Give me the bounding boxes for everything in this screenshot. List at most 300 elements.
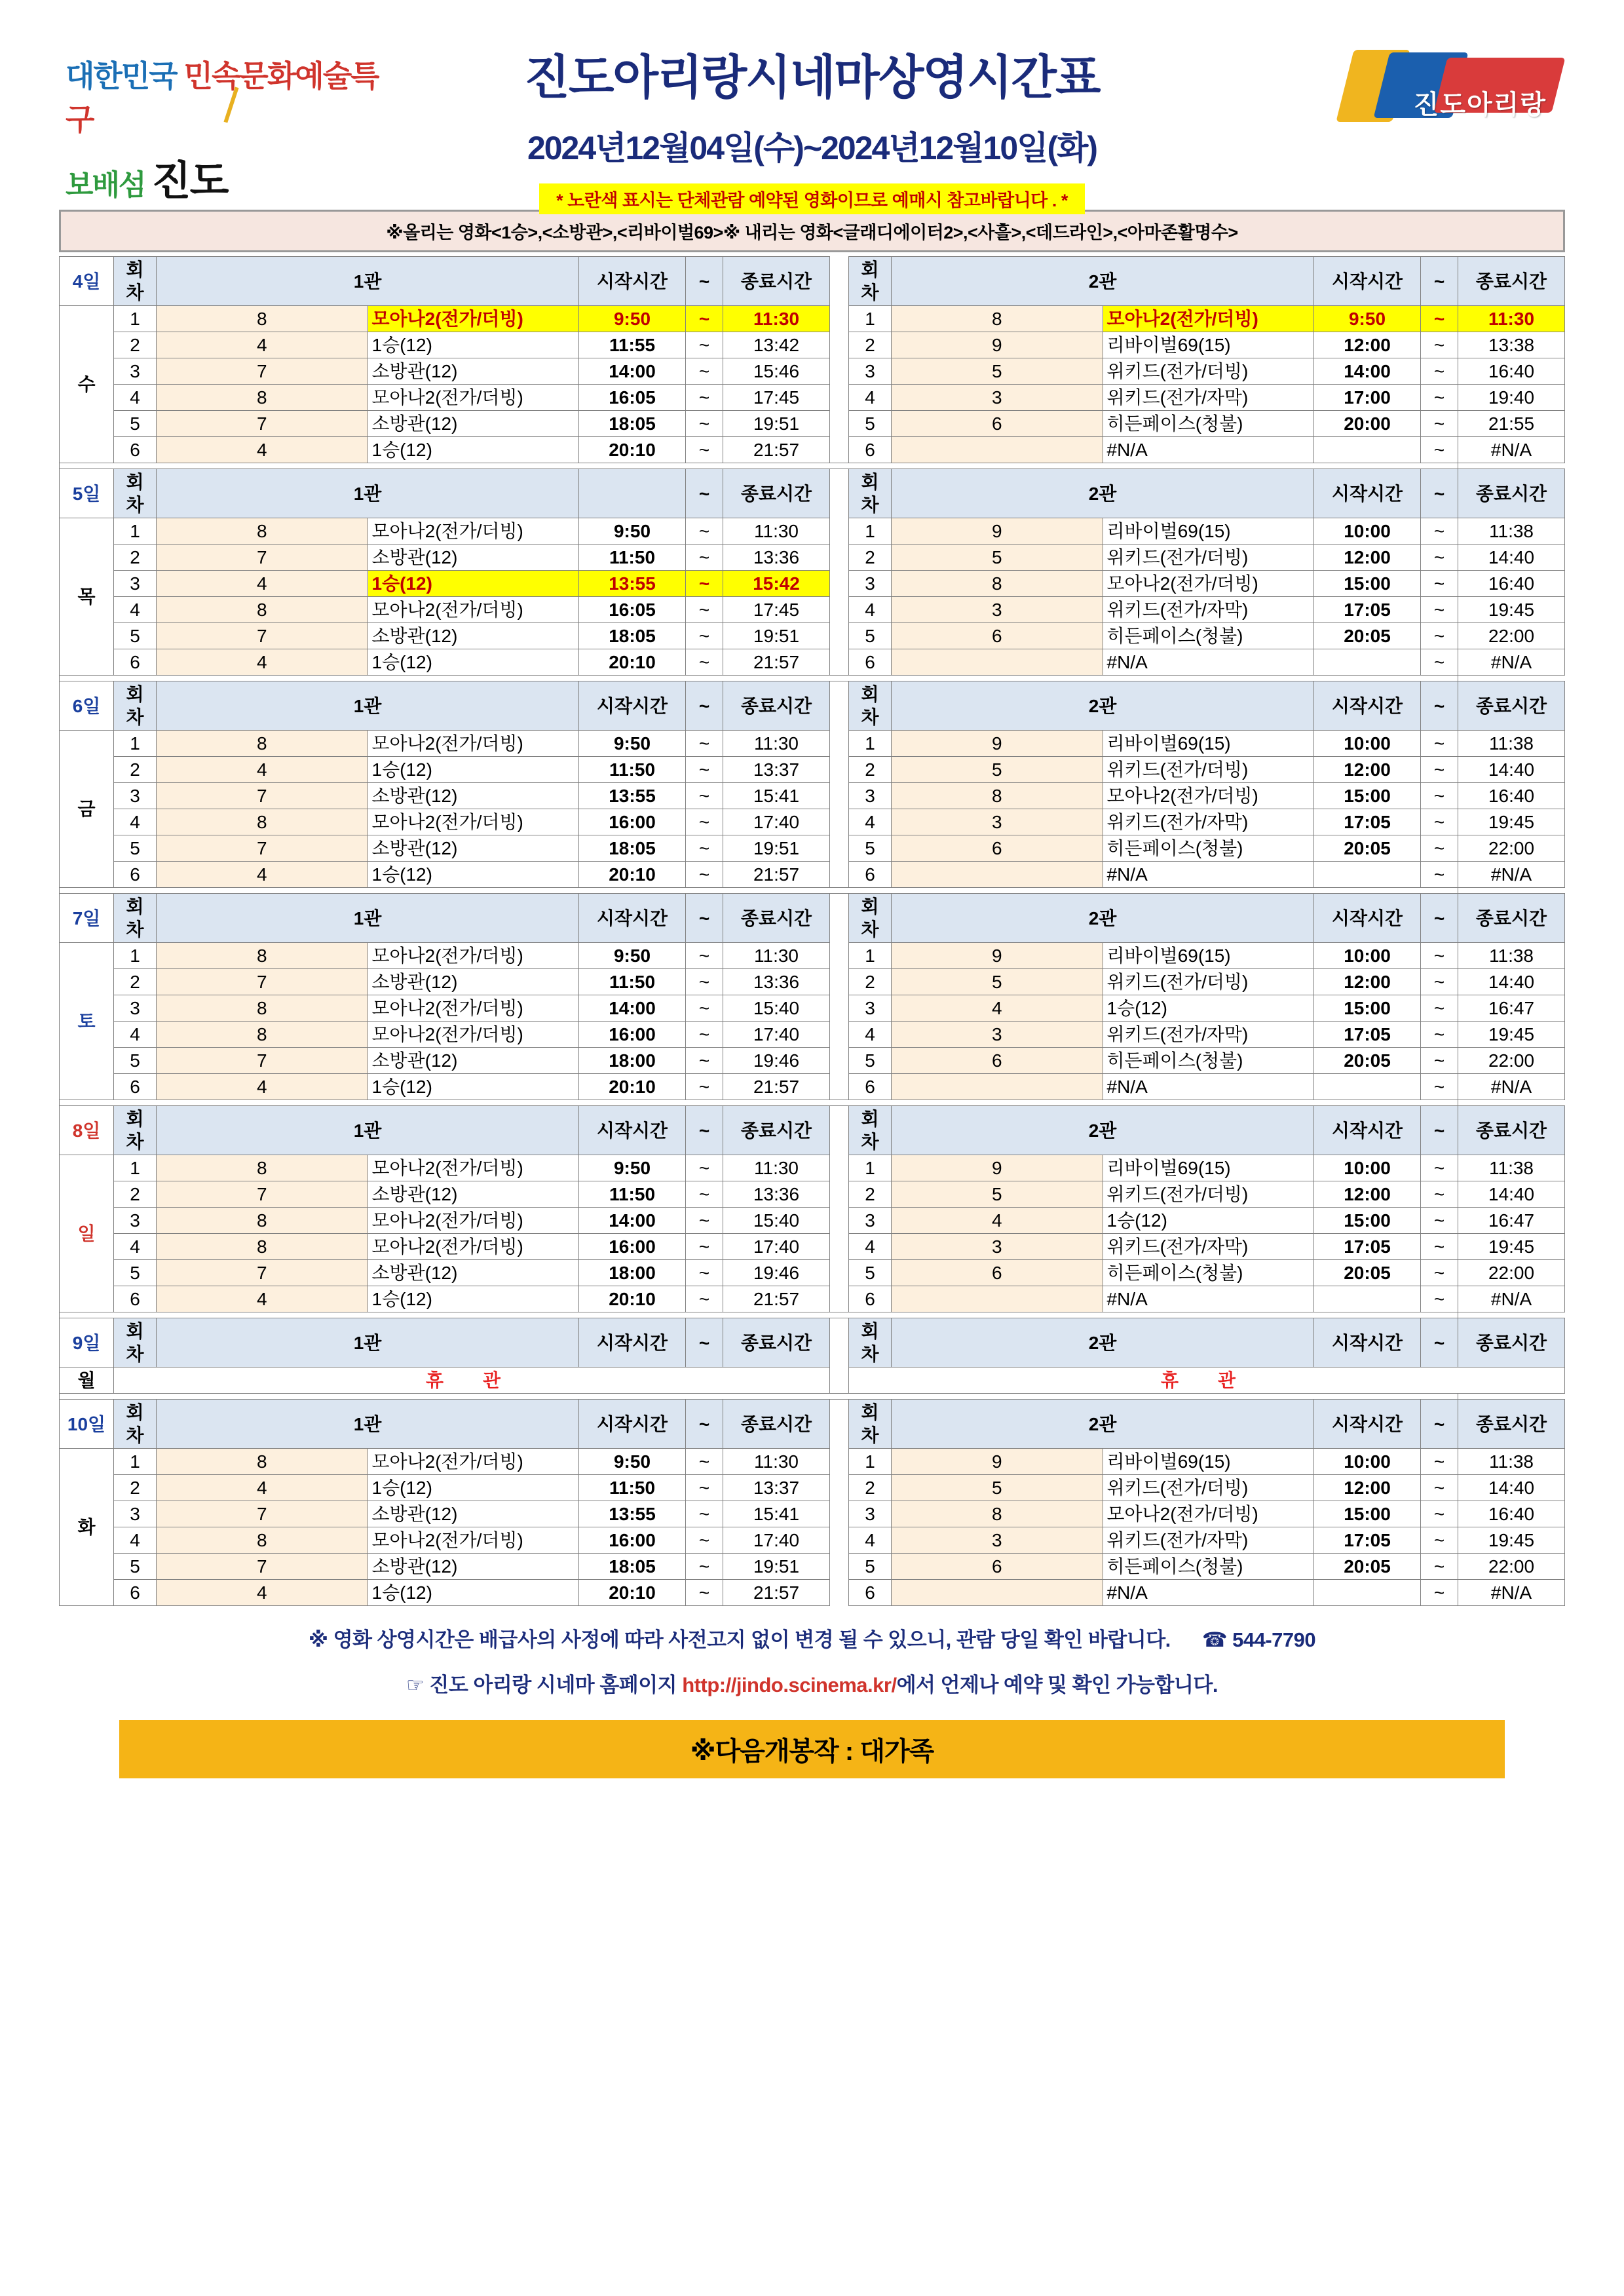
seat-count-hall2: 9 [892, 943, 1103, 969]
date-label: 7일 [60, 894, 114, 943]
start-time-hall1: 9:50 [579, 943, 686, 969]
end-time-hall1: 21:57 [723, 649, 830, 676]
column-gap [830, 1527, 849, 1554]
schedule-row [60, 411, 1565, 437]
tilde-hall2: ~ [1421, 545, 1458, 571]
header-hall2: 2관 [892, 1318, 1314, 1368]
end-time-hall2: 19:45 [1458, 809, 1565, 835]
column-gap [830, 1208, 849, 1234]
seat-count-hall1: 8 [157, 385, 368, 411]
day-header-row [60, 894, 1565, 943]
end-time-hall2: 14:40 [1458, 757, 1565, 783]
header-tilde-1: ~ [686, 1400, 723, 1449]
seat-count-hall1: 4 [157, 1286, 368, 1312]
header-round-1: 회차 [114, 1400, 157, 1449]
movie-title-hall2: 위키드(전가/자막) [1103, 385, 1314, 411]
day-header-row [60, 257, 1565, 306]
round-no-hall2: 3 [849, 1208, 892, 1234]
tilde-hall2: ~ [1421, 1554, 1458, 1580]
end-time-hall2: 19:45 [1458, 597, 1565, 623]
tilde-hall1: ~ [686, 1208, 723, 1234]
column-gap [830, 1074, 849, 1100]
seat-count-hall1: 8 [157, 306, 368, 332]
header-round-1: 회차 [114, 681, 157, 731]
end-time-hall2: 22:00 [1458, 1260, 1565, 1286]
header-start-1 [579, 469, 686, 518]
header-tilde-1: ~ [686, 469, 723, 518]
movie-title-hall2: 위키드(전가/더빙) [1103, 358, 1314, 385]
column-gap [830, 1554, 849, 1580]
tilde-hall2: ~ [1421, 623, 1458, 649]
movie-title-hall2: 위키드(전가/더빙) [1103, 1475, 1314, 1501]
end-time-hall1: 13:36 [723, 969, 830, 995]
seat-count-hall2: 4 [892, 995, 1103, 1022]
day-header-row [60, 469, 1565, 518]
column-gap [830, 1106, 849, 1155]
next-release-banner: ※다음개봉작 : 대가족 [119, 1720, 1505, 1778]
end-time-hall2: 16:40 [1458, 571, 1565, 597]
end-time-hall1: 13:42 [723, 332, 830, 358]
start-time-hall1: 16:00 [579, 1527, 686, 1554]
schedule-row [60, 1580, 1565, 1606]
schedule-row [60, 1260, 1565, 1286]
column-gap [830, 943, 849, 969]
footer-homepage-pre: ☞ 진도 아리랑 시네마 홈페이지 [406, 1674, 683, 1696]
header-tilde-2: ~ [1421, 894, 1458, 943]
end-time-hall2: 16:47 [1458, 1208, 1565, 1234]
start-time-hall1: 20:10 [579, 649, 686, 676]
column-gap [830, 469, 849, 518]
header-hall2: 2관 [892, 1106, 1314, 1155]
start-time-hall1: 18:05 [579, 411, 686, 437]
start-time-hall2: 15:00 [1314, 1501, 1421, 1527]
tilde-hall1: ~ [686, 1234, 723, 1260]
end-time-hall1: 17:40 [723, 1234, 830, 1260]
seat-count-hall2: 9 [892, 1449, 1103, 1475]
seat-count-hall1: 4 [157, 862, 368, 888]
start-time-hall1: 11:50 [579, 1181, 686, 1208]
header-hall2: 2관 [892, 257, 1314, 306]
tilde-hall1: ~ [686, 1475, 723, 1501]
tilde-hall1: ~ [686, 1501, 723, 1527]
page-title: 진도아리랑시네마상영시간표 [524, 52, 1100, 104]
end-time-hall1: 21:57 [723, 1286, 830, 1312]
round-no-hall1: 2 [114, 545, 157, 571]
round-no-hall2: 5 [849, 835, 892, 862]
end-time-hall1: 19:51 [723, 1554, 830, 1580]
header-end-1: 종료시간 [723, 469, 830, 518]
start-time-hall2: 17:05 [1314, 597, 1421, 623]
movie-title-hall2: 위키드(전가/더빙) [1103, 969, 1314, 995]
end-time-hall2: 16:40 [1458, 1501, 1565, 1527]
start-time-hall2: 15:00 [1314, 783, 1421, 809]
header-end-1: 종료시간 [723, 1106, 830, 1155]
movie-title-hall1: 소방관(12) [368, 623, 579, 649]
footer-phone: ☎ 544-7790 [1201, 1628, 1316, 1651]
seat-count-hall1: 7 [157, 1501, 368, 1527]
movie-title-hall1: 1승(12) [368, 1074, 579, 1100]
movie-title-hall2: 리바이벌69(15) [1103, 731, 1314, 757]
movie-title-hall1: 소방관(12) [368, 1501, 579, 1527]
round-no-hall2: 1 [849, 518, 892, 545]
start-time-hall1: 16:05 [579, 597, 686, 623]
schedule-row [60, 757, 1565, 783]
column-gap [830, 1580, 849, 1606]
column-gap [830, 623, 849, 649]
schedule-row [60, 518, 1565, 545]
column-gap [830, 681, 849, 731]
end-time-hall1: 19:51 [723, 835, 830, 862]
header-round-2: 회차 [849, 1400, 892, 1449]
seat-count-hall1: 8 [157, 518, 368, 545]
seat-count-hall1: 8 [157, 1155, 368, 1181]
seat-count-hall1: 8 [157, 995, 368, 1022]
seat-count-hall2: 6 [892, 1048, 1103, 1074]
header-start-1: 시작시간 [579, 1106, 686, 1155]
header-start-2: 시작시간 [1314, 257, 1421, 306]
round-no-hall1: 6 [114, 1074, 157, 1100]
round-no-hall2: 6 [849, 862, 892, 888]
movies-in-out-banner: ※올리는 영화<1승>,<소방관>,<리바이벌69>※ 내리는 영화<글래디에이터2>,<사흘>,<데드라인>,<아마존활명수> [59, 210, 1565, 252]
end-time-hall2: 19:45 [1458, 1022, 1565, 1048]
schedule-row [60, 809, 1565, 835]
column-gap [830, 385, 849, 411]
header-tilde-1: ~ [686, 1106, 723, 1155]
column-gap [830, 1286, 849, 1312]
seat-count-hall2: 3 [892, 1234, 1103, 1260]
seat-count-hall1: 8 [157, 731, 368, 757]
seat-count-hall1: 8 [157, 943, 368, 969]
round-no-hall1: 4 [114, 597, 157, 623]
start-time-hall2: 15:00 [1314, 571, 1421, 597]
column-gap [830, 862, 849, 888]
start-time-hall1: 16:00 [579, 809, 686, 835]
movie-title-hall2: 위키드(전가/자막) [1103, 1022, 1314, 1048]
tilde-hall2: ~ [1421, 1527, 1458, 1554]
header-end-2: 종료시간 [1458, 257, 1565, 306]
end-time-hall2: 11:38 [1458, 731, 1565, 757]
tilde-hall1: ~ [686, 437, 723, 463]
seat-count-hall2: 5 [892, 1475, 1103, 1501]
start-time-hall2: 17:05 [1314, 1527, 1421, 1554]
header-tilde-2: ~ [1421, 257, 1458, 306]
start-time-hall2: 12:00 [1314, 332, 1421, 358]
tilde-hall1: ~ [686, 1074, 723, 1100]
round-no-hall2: 2 [849, 545, 892, 571]
tilde-hall2: ~ [1421, 518, 1458, 545]
date-label: 4일 [60, 257, 114, 306]
round-no-hall2: 3 [849, 1501, 892, 1527]
tilde-hall2: ~ [1421, 835, 1458, 862]
round-no-hall2: 2 [849, 332, 892, 358]
seat-count-hall1: 8 [157, 597, 368, 623]
start-time-hall1: 11:55 [579, 332, 686, 358]
schedule-row [60, 385, 1565, 411]
tilde-hall2: ~ [1421, 411, 1458, 437]
column-gap [830, 1155, 849, 1181]
seat-count-hall2: 5 [892, 1181, 1103, 1208]
movie-title-hall2: 히든페이스(청불) [1103, 623, 1314, 649]
schedule-row [60, 437, 1565, 463]
schedule-row [60, 545, 1565, 571]
header-end-2: 종료시간 [1458, 1106, 1565, 1155]
end-time-hall1: 17:40 [723, 1022, 830, 1048]
schedule-row [60, 943, 1565, 969]
tilde-hall1: ~ [686, 306, 723, 332]
tilde-hall2: ~ [1421, 1286, 1458, 1312]
end-time-hall2: 22:00 [1458, 1048, 1565, 1074]
round-no-hall2: 6 [849, 1286, 892, 1312]
tilde-hall2: ~ [1421, 437, 1458, 463]
header-start-2: 시작시간 [1314, 469, 1421, 518]
column-gap [830, 1234, 849, 1260]
seat-count-hall1: 7 [157, 783, 368, 809]
seat-count-hall1: 4 [157, 1580, 368, 1606]
movie-title-hall2: #N/A [1103, 649, 1314, 676]
header-round-2: 회차 [849, 1106, 892, 1155]
tilde-hall1: ~ [686, 571, 723, 597]
header-hall1: 1관 [157, 469, 579, 518]
movie-title-hall1: 모아나2(전가/더빙) [368, 809, 579, 835]
header-start-2: 시작시간 [1314, 894, 1421, 943]
start-time-hall1: 11:50 [579, 545, 686, 571]
seat-count-hall1: 7 [157, 411, 368, 437]
tilde-hall1: ~ [686, 1155, 723, 1181]
tilde-hall1: ~ [686, 995, 723, 1022]
header-start-1: 시작시간 [579, 681, 686, 731]
tilde-hall1: ~ [686, 731, 723, 757]
schedule-row [60, 571, 1565, 597]
movie-title-hall1: 1승(12) [368, 862, 579, 888]
schedule-row [60, 1234, 1565, 1260]
seat-count-hall2 [892, 1286, 1103, 1312]
movie-title-hall1: 소방관(12) [368, 545, 579, 571]
seat-count-hall1: 7 [157, 1181, 368, 1208]
movie-title-hall1: 소방관(12) [368, 411, 579, 437]
tilde-hall2: ~ [1421, 385, 1458, 411]
seat-count-hall2: 6 [892, 835, 1103, 862]
end-time-hall1: 17:45 [723, 385, 830, 411]
movie-title-hall2: 모아나2(전가/더빙) [1103, 571, 1314, 597]
start-time-hall2 [1314, 1286, 1421, 1312]
end-time-hall2: 21:55 [1458, 411, 1565, 437]
column-gap [830, 1449, 849, 1475]
logo-left-line1-b: 민속문화예술특구 [66, 59, 379, 136]
schedule-row [60, 1181, 1565, 1208]
movie-title-hall1: 모아나2(전가/더빙) [368, 1022, 579, 1048]
tilde-hall1: ~ [686, 1260, 723, 1286]
start-time-hall2: 20:05 [1314, 623, 1421, 649]
header-tilde-1: ~ [686, 1318, 723, 1368]
end-time-hall2: 16:47 [1458, 995, 1565, 1022]
round-no-hall2: 3 [849, 571, 892, 597]
start-time-hall1: 20:10 [579, 1286, 686, 1312]
round-no-hall1: 6 [114, 649, 157, 676]
round-no-hall1: 5 [114, 623, 157, 649]
movie-title-hall2: 위키드(전가/자막) [1103, 597, 1314, 623]
tilde-hall2: ~ [1421, 1449, 1458, 1475]
end-time-hall2: 16:40 [1458, 783, 1565, 809]
header-start-2: 시작시간 [1314, 1400, 1421, 1449]
tilde-hall2: ~ [1421, 1501, 1458, 1527]
column-gap [830, 783, 849, 809]
movie-title-hall1: 소방관(12) [368, 783, 579, 809]
round-no-hall2: 3 [849, 358, 892, 385]
header-round-1: 회차 [114, 1106, 157, 1155]
header-tilde-2: ~ [1421, 1106, 1458, 1155]
movie-title-hall2: 위키드(전가/자막) [1103, 1234, 1314, 1260]
movie-title-hall1: 소방관(12) [368, 969, 579, 995]
seat-count-hall2: 5 [892, 969, 1103, 995]
seat-count-hall1: 4 [157, 757, 368, 783]
end-time-hall2: 11:38 [1458, 943, 1565, 969]
start-time-hall2: 12:00 [1314, 545, 1421, 571]
movie-title-hall1: 1승(12) [368, 437, 579, 463]
seat-count-hall2: 3 [892, 597, 1103, 623]
start-time-hall1: 9:50 [579, 1155, 686, 1181]
header-hall1: 1관 [157, 894, 579, 943]
seat-count-hall2 [892, 1074, 1103, 1100]
logo-left-line1-a: 대한민국 [66, 59, 177, 93]
logo-left-line2-green: 보배섬 [66, 169, 145, 201]
movie-title-hall1: 모아나2(전가/더빙) [368, 385, 579, 411]
movie-title-hall1: 1승(12) [368, 1475, 579, 1501]
start-time-hall2: 20:00 [1314, 411, 1421, 437]
start-time-hall1: 20:10 [579, 1580, 686, 1606]
column-gap [830, 597, 849, 623]
seat-count-hall2: 8 [892, 306, 1103, 332]
movie-title-hall2: #N/A [1103, 437, 1314, 463]
start-time-hall2: 10:00 [1314, 518, 1421, 545]
start-time-hall1: 18:00 [579, 1260, 686, 1286]
tilde-hall1: ~ [686, 835, 723, 862]
start-time-hall1: 13:55 [579, 1501, 686, 1527]
schedule-row [60, 358, 1565, 385]
schedule-row [60, 597, 1565, 623]
start-time-hall2: 12:00 [1314, 969, 1421, 995]
round-no-hall1: 2 [114, 1475, 157, 1501]
seat-count-hall1: 7 [157, 358, 368, 385]
schedule-row [60, 731, 1565, 757]
round-no-hall1: 3 [114, 1208, 157, 1234]
day-header-row [60, 1318, 1565, 1368]
end-time-hall2: 11:38 [1458, 1449, 1565, 1475]
column-gap [830, 649, 849, 676]
round-no-hall1: 3 [114, 358, 157, 385]
homepage-link[interactable]: http://jindo.scinema.kr/ [682, 1674, 897, 1696]
schedule-row [60, 1449, 1565, 1475]
round-no-hall1: 5 [114, 1260, 157, 1286]
seat-count-hall2: 8 [892, 783, 1103, 809]
movie-title-hall2: 리바이벌69(15) [1103, 943, 1314, 969]
movie-title-hall1: 모아나2(전가/더빙) [368, 731, 579, 757]
tilde-hall1: ~ [686, 411, 723, 437]
start-time-hall1: 9:50 [579, 306, 686, 332]
schedule-row [60, 332, 1565, 358]
start-time-hall1: 11:50 [579, 757, 686, 783]
seat-count-hall2: 5 [892, 358, 1103, 385]
seat-count-hall2: 9 [892, 1155, 1103, 1181]
column-gap [830, 995, 849, 1022]
movie-title-hall1: 모아나2(전가/더빙) [368, 943, 579, 969]
tilde-hall1: ~ [686, 597, 723, 623]
start-time-hall1: 14:00 [579, 358, 686, 385]
schedule-row [60, 1155, 1565, 1181]
seat-count-hall1: 8 [157, 1208, 368, 1234]
tilde-hall2: ~ [1421, 969, 1458, 995]
end-time-hall1: 15:42 [723, 571, 830, 597]
start-time-hall1: 20:10 [579, 862, 686, 888]
header-hall2: 2관 [892, 681, 1314, 731]
start-time-hall2: 20:05 [1314, 835, 1421, 862]
round-no-hall1: 1 [114, 943, 157, 969]
header-hall2: 2관 [892, 469, 1314, 518]
movie-title-hall1: 모아나2(전가/더빙) [368, 1234, 579, 1260]
start-time-hall1: 9:50 [579, 1449, 686, 1475]
header-end-1: 종료시간 [723, 894, 830, 943]
seat-count-hall2: 3 [892, 809, 1103, 835]
start-time-hall2: 10:00 [1314, 1155, 1421, 1181]
movie-title-hall1: 1승(12) [368, 332, 579, 358]
page-footer [59, 1623, 1565, 1778]
header-start-2: 시작시간 [1314, 681, 1421, 731]
jindo-arirang-logo [1329, 46, 1558, 151]
start-time-hall1: 18:05 [579, 623, 686, 649]
column-gap [830, 731, 849, 757]
tilde-hall1: ~ [686, 1554, 723, 1580]
tilde-hall2: ~ [1421, 809, 1458, 835]
header-end-1: 종료시간 [723, 1400, 830, 1449]
end-time-hall1: 11:30 [723, 518, 830, 545]
end-time-hall2: 19:45 [1458, 1234, 1565, 1260]
round-no-hall1: 5 [114, 1554, 157, 1580]
seat-count-hall1: 8 [157, 1022, 368, 1048]
start-time-hall1: 11:50 [579, 969, 686, 995]
movie-title-hall1: 모아나2(전가/더빙) [368, 306, 579, 332]
schedule-row [60, 969, 1565, 995]
seat-count-hall1: 4 [157, 437, 368, 463]
column-gap [830, 894, 849, 943]
round-no-hall1: 4 [114, 1022, 157, 1048]
schedule-row [60, 1022, 1565, 1048]
round-no-hall2: 4 [849, 1527, 892, 1554]
footer-homepage-post: 에서 언제나 예약 및 확인 가능합니다. [896, 1674, 1218, 1696]
round-no-hall2: 2 [849, 1181, 892, 1208]
seat-count-hall2: 5 [892, 545, 1103, 571]
seat-count-hall1: 4 [157, 332, 368, 358]
round-no-hall1: 4 [114, 809, 157, 835]
closed-notice-hall2: 휴 관 [849, 1368, 1565, 1394]
column-gap [830, 545, 849, 571]
movie-title-hall2: 히든페이스(청불) [1103, 1554, 1314, 1580]
start-time-hall1: 11:50 [579, 1475, 686, 1501]
start-time-hall2: 20:05 [1314, 1260, 1421, 1286]
seat-count-hall2: 6 [892, 623, 1103, 649]
start-time-hall2: 12:00 [1314, 757, 1421, 783]
round-no-hall1: 5 [114, 1048, 157, 1074]
tilde-hall2: ~ [1421, 1048, 1458, 1074]
round-no-hall2: 5 [849, 623, 892, 649]
round-no-hall2: 6 [849, 649, 892, 676]
end-time-hall2: 11:30 [1458, 306, 1565, 332]
seat-count-hall2: 9 [892, 332, 1103, 358]
start-time-hall2: 17:05 [1314, 1234, 1421, 1260]
header-end-2: 종료시간 [1458, 894, 1565, 943]
seat-count-hall2: 3 [892, 1527, 1103, 1554]
movie-title-hall2: 위키드(전가/더빙) [1103, 1181, 1314, 1208]
end-time-hall1: 17:40 [723, 809, 830, 835]
end-time-hall1: 19:51 [723, 623, 830, 649]
